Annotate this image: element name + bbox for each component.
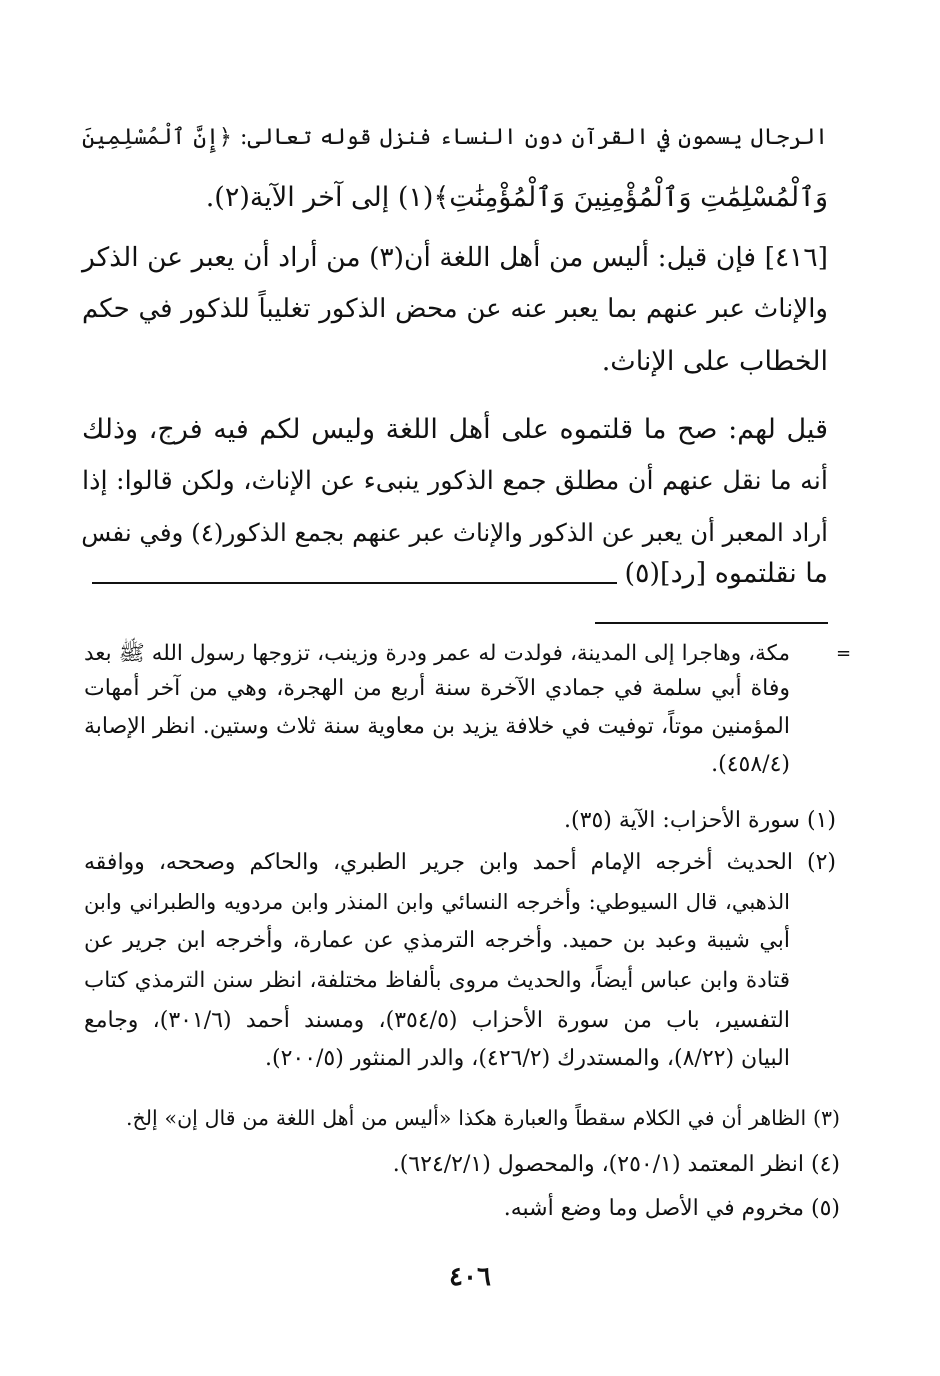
body-line: الرجال يسمون في القرآن دون النساء فنزل قوله تعالى: ﴿إِنَّ ٱلْمُسْلِمِينَ — [82, 125, 828, 150]
footnote-line: التفسير، باب من سورة الأحزاب (٣٥٤/٥)، ومسند أحمد (٣٠١/٦)، وجامع — [84, 1008, 790, 1033]
footnote-line: وفاة أبي سلمة في جمادي الآخرة سنة أربع من الهجرة، وهي من آخر أمهات — [84, 676, 790, 701]
footnote-line: أبي شيبة وعبد بن حميد. وأخرجه الترمذي عن عمارة، وأخرجه ابن جرير عن — [84, 928, 790, 953]
body-line: قيل لهم: صح ما قلتموه على أهل اللغة وليس لكم فيه فرج، وذلك — [82, 414, 828, 445]
body-line: والإناث عبر عنهم بما يعبر عنه عن محض الذكور تغليباً للذكور في حكم — [82, 294, 828, 324]
body-line: أراد المعبر أن يعبر عن الذكور والإناث عبر عنهم بجمع الذكور(٤) وفي نفس — [81, 518, 828, 547]
body-line: أنه ما نقل عنهم أن مطلق جمع الذكور ينبىء عن الإناث، ولكن قالوا: إذا — [82, 466, 828, 496]
footnote-separator — [595, 622, 828, 624]
body-line: [٤١٦] فإن قيل: أليس من أهل اللغة أن(٣) من أراد أن يعبر عن الذكر — [82, 242, 828, 273]
footnote-3: (٣) الظاهر أن في الكلام سقطاً والعبارة هكذا «أليس من أهل اللغة من قال إن» إلخ. — [126, 1106, 840, 1130]
footnote-line: قتادة وابن عباس أيضاً، والحديث مروى بألفاظ مختلفة، انظر سنن الترمذي كتاب — [84, 968, 790, 993]
footnote-line: (٤٥٨/٤). — [711, 752, 790, 777]
footnote-line: الذهبي، قال السيوطي: وأخرجه النسائي وابن المنذر وابن مردويه والطبراني وابن — [84, 890, 790, 914]
footnote-line: مكة، وهاجرا إلى المدينة، فولدت له عمر ودرة وزينب، تزوجها رسول الله ﷺ بعد — [84, 641, 790, 666]
page-number: ٤٠٦ — [449, 1262, 491, 1292]
body-line: ما نقلتموه [رد](٥) — [624, 558, 828, 589]
footnote-line: المؤمنين موتاً، توفيت في خلافة يزيد بن معاوية سنة ثلاث وستين. انظر الإصابة — [84, 714, 790, 739]
footnote-4: (٤) انظر المعتمد (٢٥٠/١)، والمحصول (٦٢٤/٢/١). — [392, 1152, 840, 1177]
footnote-2: (٢) الحديث أخرجه الإمام أحمد وابن جرير الطبري، والحاكم وصححه، ووافقه — [84, 850, 836, 875]
body-line: وَٱلْمُسْلِمَٰتِ وَٱلْمُؤْمِنِينَ وَٱلْمُؤْمِنَٰتِ﴾(١) إلى آخر الآية(٢). — [205, 182, 828, 213]
footnote-line: البيان (٨/٢٢)، والمستدرك (٤٢٦/٢)، والدر المنثور (٢٠٠/٥). — [264, 1046, 790, 1071]
text-continuation-rule — [92, 582, 617, 584]
body-line: الخطاب على الإناث. — [601, 346, 828, 377]
footnote-1: (١) سورة الأحزاب: الآية (٣٥). — [564, 808, 836, 833]
footnote-5: (٥) مخروم في الأصل وما وضع أشبه. — [503, 1196, 840, 1221]
footnote-continuation-mark: = — [836, 643, 852, 664]
